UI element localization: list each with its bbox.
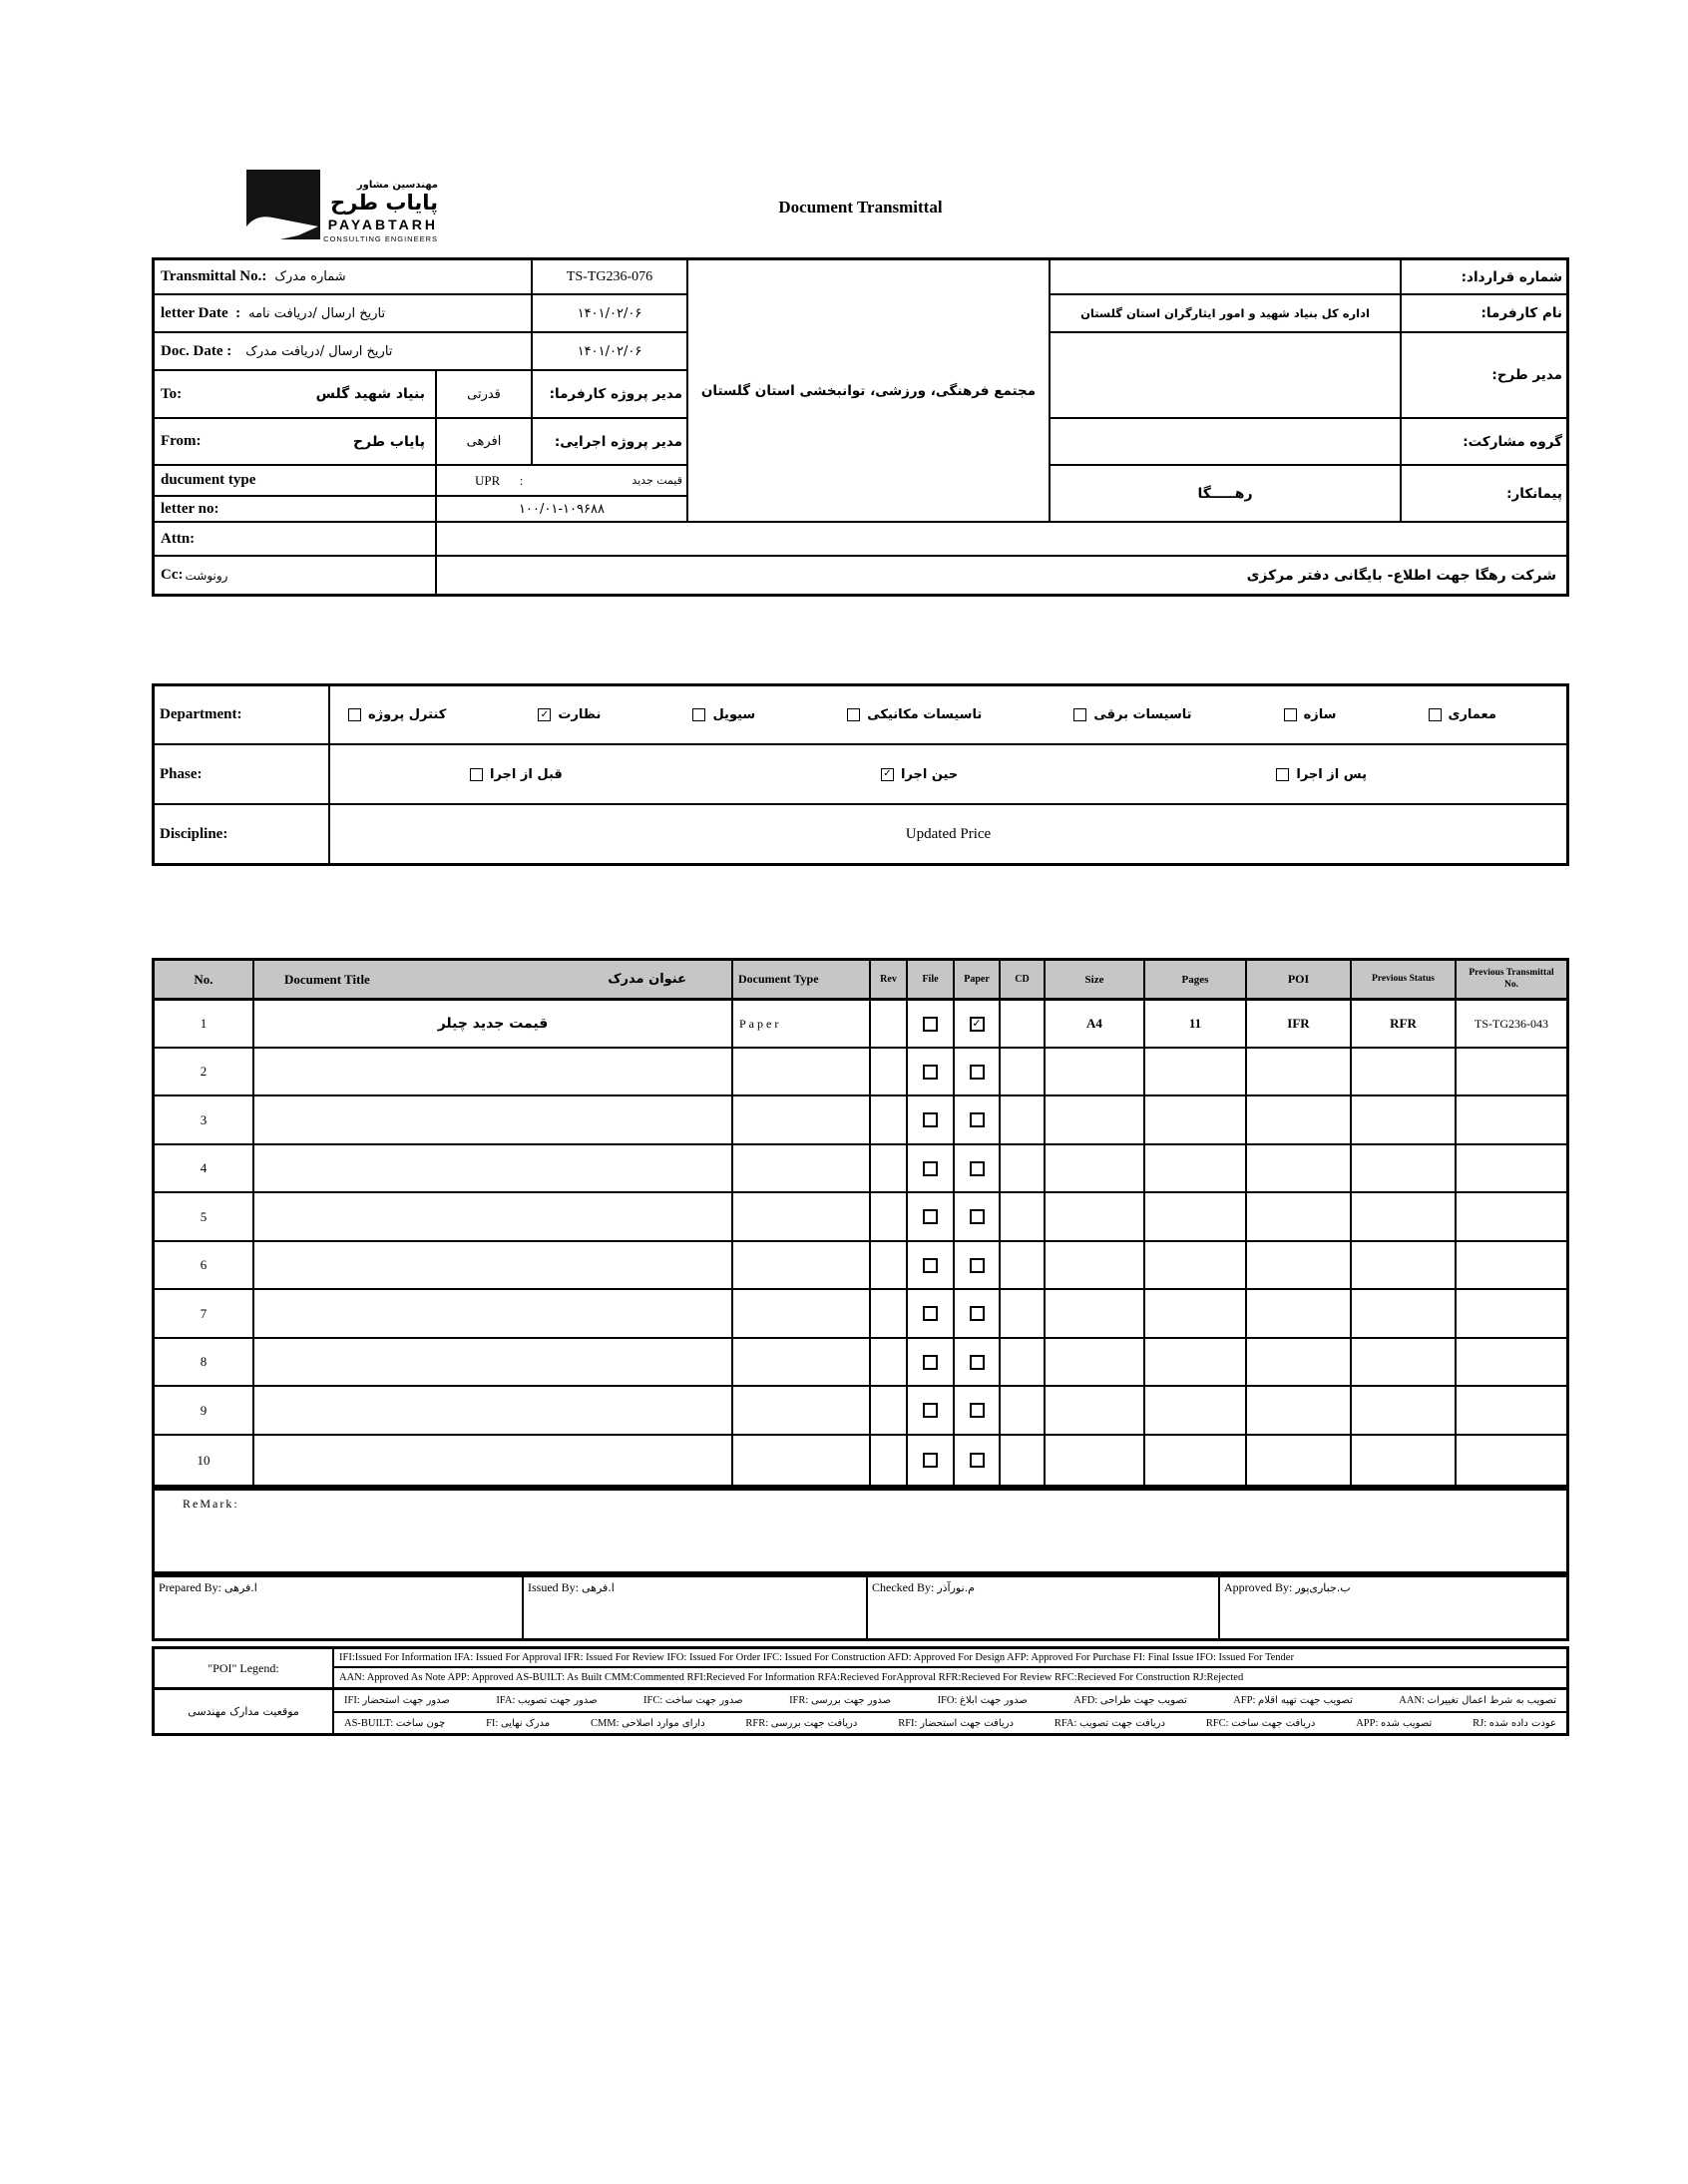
row-prev-status [1352,1049,1457,1096]
row-poi [1247,1193,1352,1242]
project-name: مجتمع فرهنگی، ورزشی، توانبخشی استان گلستان [688,260,1051,523]
paper-checkbox[interactable] [970,1065,985,1080]
jv-label: گروه مشارکت: [1402,419,1566,466]
paper-checkbox[interactable] [970,1258,985,1273]
design-mgr-value [1051,333,1402,419]
row-poi [1247,1049,1352,1096]
row-poi [1247,1242,1352,1290]
file-checkbox[interactable] [923,1112,938,1127]
doc-type-fa: قیمت جدید [632,474,682,487]
logo-en-name: PAYABTARH [327,217,438,233]
row-cd [1001,1436,1046,1485]
file-checkbox[interactable] [923,1017,938,1032]
row-cd [1001,1339,1046,1387]
row-type [733,1193,871,1242]
row-poi [1247,1290,1352,1339]
contractor-label: پیمانکار: [1402,466,1566,523]
file-checkbox[interactable] [923,1453,938,1468]
letter-date-label-cell [155,295,533,333]
row-prev-status [1352,1339,1457,1387]
letter-date-label-en: letter Date : [161,304,241,321]
fa-legend-row1 [334,1690,1566,1713]
row-paper [955,1339,1001,1387]
discipline-label: Discipline: [155,805,330,863]
prepared-by-label: Prepared By: [159,1580,221,1594]
row1-size: A4 [1046,1001,1145,1049]
row-paper [955,1387,1001,1436]
letter-no-value: ۱۰۰/۰۱-۱۰۹۶۸۸ [437,497,688,523]
row-prev-transmittal [1457,1145,1566,1193]
doc-type-label: ducument type [155,466,437,497]
row-file [908,1436,955,1485]
checked-by-cell [868,1577,1220,1638]
row-rev [871,1145,908,1193]
client-value: اداره کل بنیاد شهید و امور ایثارگران استان گلستان [1051,295,1402,333]
logo-fa-name: پایاب طرح [330,191,438,215]
legend-item: RFI: دریافت جهت استحضار [898,1717,1014,1729]
legend-item: APP: تصویب شده [1356,1717,1433,1729]
row-prev-transmittal [1457,1339,1566,1387]
row-prev-status [1352,1387,1457,1436]
row1-title: قیمت جدید چیلر [254,1001,733,1049]
issued-by-label: Issued By: [528,1580,579,1594]
exec-pm-label: مدیر پروژه اجرایی: [533,419,688,466]
row1-rev [871,1001,908,1049]
row-poi [1247,1096,1352,1145]
row-title [254,1436,733,1485]
row-cd [1001,1049,1046,1096]
row1-pages: 11 [1145,1001,1247,1049]
legend-item: IFR: صدور جهت بررسی [789,1695,892,1706]
row-type [733,1436,871,1485]
row-rev [871,1242,908,1290]
paper-checkbox[interactable] [970,1112,985,1127]
to-value: بنیاد شهید گلس [315,386,425,402]
issued-by-cell [524,1577,868,1638]
logo-fa-tagline: مهندسین مشاور [356,180,438,191]
row-file [908,1290,955,1339]
row-size [1046,1339,1145,1387]
row-paper [955,1242,1001,1290]
row-cd [1001,1096,1046,1145]
row-pages [1145,1145,1247,1193]
row-rev [871,1193,908,1242]
legend-item: RFR: دریافت جهت بررسی [745,1717,858,1729]
row1-paper [955,1001,1001,1049]
attn-label: Attn: [155,523,437,557]
paper-checkbox[interactable] [970,1453,985,1468]
row-type [733,1290,871,1339]
dept-option-mechanical: تاسیسات مکانیکی [847,707,982,722]
row-cd [1001,1193,1046,1242]
col-header-cd: CD [1001,961,1046,1001]
row-file [908,1242,955,1290]
prepared-by-cell [155,1577,524,1638]
poi-legend-en-row1: IFI:Issued For Information IFA: Issued For Approval IFR: Issued For Review IFO: Issued For Order IFC: Issued For Construction AFD: Approved For Design AFP: Approved For Purchase FI: Final Issue IFO: Issued For Tender [334,1649,1566,1668]
phase-option-after: پس از اجرا [1276,767,1367,782]
client-pm-label: مدیر پروژه کارفرما: [533,371,688,419]
row-size [1046,1049,1145,1096]
legend-item: RFC: دریافت جهت ساخت [1205,1717,1316,1729]
row-prev-status [1352,1193,1457,1242]
approved-by-label: Approved By: [1224,1580,1293,1594]
dept-checkbox-control[interactable] [348,708,361,721]
remark-section [152,1488,1569,1574]
approved-by-value: ب.جباری‌پور [1295,1581,1351,1594]
row-title [254,1290,733,1339]
department-label: Department: [155,686,330,745]
phase-option-before: قبل از اجرا [470,767,563,782]
row-title [254,1387,733,1436]
row-pages [1145,1290,1247,1339]
row-type [733,1049,871,1096]
paper-checkbox[interactable] [970,1355,985,1370]
row-paper [955,1145,1001,1193]
row-paper [955,1049,1001,1096]
file-checkbox[interactable] [923,1065,938,1080]
discipline-value: Updated Price [905,825,992,842]
row-paper [955,1436,1001,1485]
department-options [330,686,1566,745]
paper-checkbox[interactable] [970,1209,985,1224]
legend-item: IFO: صدور جهت ابلاغ [937,1695,1028,1706]
design-mgr-label: مدیر طرح: [1402,333,1566,419]
row1-prev-transmittal: TS-TG236-043 [1457,1001,1566,1049]
phase-options [330,745,1566,805]
contractor-value: رهـــــگا [1051,466,1402,523]
row-title [254,1096,733,1145]
dept-checkbox-mechanical[interactable] [847,708,860,721]
dept-option-electrical: تاسیسات برقی [1073,707,1191,722]
to-label: To: [161,385,183,402]
row-no: 2 [155,1049,254,1096]
transmittal-no-label-fa: شماره مدرک [274,269,346,284]
col-header-prev-status: Previous Status [1352,961,1457,1001]
poi-legend-label: "POI" Legend: [155,1649,334,1690]
issued-by-value: ا.فرهی [582,1581,615,1594]
col-header-file: File [908,961,955,1001]
document-table [152,958,1569,1488]
row-prev-transmittal [1457,1193,1566,1242]
row1-cd [1001,1001,1046,1049]
cc-label-en: Cc: [161,567,184,583]
row-pages [1145,1339,1247,1387]
phase-checkbox-during[interactable]: ✓ [881,768,894,781]
row-title [254,1339,733,1387]
row-title [254,1242,733,1290]
row-prev-status [1352,1436,1457,1485]
row-prev-transmittal [1457,1242,1566,1290]
dept-checkbox-structure[interactable] [1284,708,1297,721]
row-file [908,1387,955,1436]
phase-checkbox-after[interactable] [1276,768,1289,781]
doc-type-value-cell [437,466,688,497]
row1-file [908,1001,955,1049]
row-poi [1247,1145,1352,1193]
transmittal-no-label-cell [155,260,533,295]
row1-prev-status: RFR [1352,1001,1457,1049]
page-title: Document Transmittal [778,198,943,217]
legend-section [152,1646,1569,1736]
col-header-no: No. [155,961,254,1001]
phase-checkbox-before[interactable] [470,768,483,781]
legend-item: IFA: صدور جهت تصویب [496,1695,598,1706]
doc-type-code: UPR : [475,472,524,488]
row-poi [1247,1436,1352,1485]
legend-item: AAN: تصویب به شرط اعمال تغییرات [1399,1695,1556,1706]
row-size [1046,1193,1145,1242]
col-header-poi: POI [1247,961,1352,1001]
row-pages [1145,1049,1247,1096]
jv-value [1051,419,1402,466]
cc-label-cell [155,557,437,594]
row-size [1046,1145,1145,1193]
row-rev [871,1387,908,1436]
dept-checkbox-supervision[interactable]: ✓ [538,708,551,721]
client-label: نام کارفرما: [1402,295,1566,333]
row-pages [1145,1436,1247,1485]
phase-label: Phase: [155,745,330,805]
paper-checkbox[interactable] [970,1306,985,1321]
row-size [1046,1436,1145,1485]
paper-checkbox[interactable] [970,1161,985,1176]
row-pages [1145,1096,1247,1145]
transmittal-no-value: TS-TG236-076 [533,260,688,295]
row-prev-status [1352,1242,1457,1290]
col-header-paper: Paper [955,961,1001,1001]
legend-item: AFD: تصویب جهت طراحی [1073,1695,1187,1706]
letter-date-label-fa: تاریخ ارسال /دریافت نامه [248,305,386,321]
fa-legend-label: موقعیت مدارک مهندسی [155,1690,334,1733]
col-header-prev-transmittal: Previous Transmittal No. [1457,961,1566,1001]
row1-type: Paper [733,1001,871,1049]
row-type [733,1339,871,1387]
row-cd [1001,1387,1046,1436]
row-no: 4 [155,1145,254,1193]
legend-item: FI: مدرک نهایی [486,1717,551,1729]
row-no: 9 [155,1387,254,1436]
row-no: 8 [155,1339,254,1387]
row1-poi: IFR [1247,1001,1352,1049]
signature-section [152,1574,1569,1641]
row-prev-status [1352,1096,1457,1145]
row-type [733,1387,871,1436]
row-rev [871,1096,908,1145]
logo-en-sub: CONSULTING ENGINEERS [323,234,438,244]
transmittal-no-label-en: Transmittal No.: [161,268,267,284]
col-header-rev: Rev [871,961,908,1001]
col-header-type: Document Type [733,961,871,1001]
legend-item: AS-BUILT: چون ساخت [344,1717,446,1729]
dept-checkbox-civil[interactable] [692,708,705,721]
file-checkbox[interactable] [923,1161,938,1176]
row-poi [1247,1339,1352,1387]
row-no: 5 [155,1193,254,1242]
col-header-pages: Pages [1145,961,1247,1001]
fa-legend-row2 [334,1713,1566,1733]
checked-by-label: Checked By: [872,1580,935,1594]
row-rev [871,1290,908,1339]
row-file [908,1145,955,1193]
row-no: 10 [155,1436,254,1485]
row-size [1046,1096,1145,1145]
row-prev-transmittal [1457,1096,1566,1145]
file-checkbox[interactable] [923,1306,938,1321]
row-prev-transmittal [1457,1290,1566,1339]
dept-option-control: کنترل پروژه [348,707,446,722]
row-pages [1145,1193,1247,1242]
row-prev-transmittal [1457,1387,1566,1436]
file-checkbox[interactable] [923,1258,938,1273]
from-person: افرهی [437,419,533,466]
row-pages [1145,1387,1247,1436]
col-header-title: Document Title عنوان مدرک [254,961,733,1001]
doc-date-label-cell [155,333,533,371]
letter-no-label: letter no: [155,497,437,523]
row1-no: 1 [155,1001,254,1049]
letter-date-value: ۱۴۰۱/۰۲/۰۶ [533,295,688,333]
row-type [733,1096,871,1145]
row-size [1046,1387,1145,1436]
approved-by-cell [1220,1577,1566,1638]
row-title [254,1193,733,1242]
remark-label: ReMark: [183,1497,239,1511]
row-type [733,1145,871,1193]
row-cd [1001,1145,1046,1193]
doc-date-value: ۱۴۰۱/۰۲/۰۶ [533,333,688,371]
row-prev-status [1352,1145,1457,1193]
dept-option-structure: سازه [1284,707,1337,722]
row-title [254,1145,733,1193]
row-file [908,1193,955,1242]
row-size [1046,1290,1145,1339]
legend-item: IFC: صدور جهت ساخت [642,1695,743,1706]
doc-date-label-fa: تاریخ ارسال /دریافت مدرک [245,343,393,359]
legend-item: CMM: دارای موارد اصلاحی [590,1717,705,1729]
row-pages [1145,1242,1247,1290]
from-value: پایاب طرح [353,433,425,450]
row-cd [1001,1242,1046,1290]
file-checkbox[interactable] [923,1403,938,1418]
legend-item: AFP: تصویب جهت تهیه اقلام [1233,1695,1353,1706]
classification-table [152,683,1569,866]
row-rev [871,1436,908,1485]
poi-legend-en-row2: AAN: Approved As Note APP: Approved AS-BUILT: As Built CMM:Commented RFI:Recieved For Information RFA:Recieved ForApproval RFR:Recieved For Review RFC:Recieved For Construction RJ:Rejected [334,1668,1566,1690]
cc-value: شرکت رهگا جهت اطلاع- بایگانی دفتر مرکزی [1246,567,1556,584]
contract-no-label: شماره قرارداد: [1402,260,1566,295]
attn-value [437,523,1566,557]
row-paper [955,1193,1001,1242]
file-checkbox[interactable] [923,1355,938,1370]
legend-item: RFA: دریافت جهت تصویب [1054,1717,1165,1729]
contract-no-value [1051,260,1402,295]
to-person: قدرتی [437,371,533,419]
row-file [908,1049,955,1096]
dept-option-civil: سیویل [692,707,755,722]
legend-item: IFI: صدور جهت استحضار [344,1695,450,1706]
from-cell [155,419,437,466]
row-prev-transmittal [1457,1049,1566,1096]
dept-checkbox-electrical[interactable] [1073,708,1086,721]
row-no: 6 [155,1242,254,1290]
paper-checkbox[interactable]: ✓ [970,1017,985,1032]
row-prev-transmittal [1457,1436,1566,1485]
row-type [733,1242,871,1290]
row-no: 3 [155,1096,254,1145]
row-cd [1001,1290,1046,1339]
row-rev [871,1049,908,1096]
row-prev-status [1352,1290,1457,1339]
dept-option-architecture: معماری [1429,707,1496,722]
prepared-by-value: ا.فرهی [223,1581,257,1594]
file-checkbox[interactable] [923,1209,938,1224]
row-file [908,1339,955,1387]
from-label: From: [161,433,202,449]
row-file [908,1096,955,1145]
dept-checkbox-architecture[interactable] [1429,708,1442,721]
row-rev [871,1339,908,1387]
paper-checkbox[interactable] [970,1403,985,1418]
row-poi [1247,1387,1352,1436]
row-paper [955,1096,1001,1145]
dept-option-supervision: ✓ نظارت [538,707,601,722]
info-table [152,257,1569,597]
phase-option-during: ✓ حین اجرا [881,767,958,782]
row-size [1046,1242,1145,1290]
row-paper [955,1290,1001,1339]
row-no: 7 [155,1290,254,1339]
row-title [254,1049,733,1096]
to-cell [155,371,437,419]
doc-date-label-en: Doc. Date : [161,342,232,359]
cc-label-fa: رونوشت [185,568,228,583]
checked-by-value: م.نورآذر [937,1581,975,1594]
col-header-size: Size [1046,961,1145,1001]
legend-item: RJ: عودت داده شده [1473,1717,1556,1729]
